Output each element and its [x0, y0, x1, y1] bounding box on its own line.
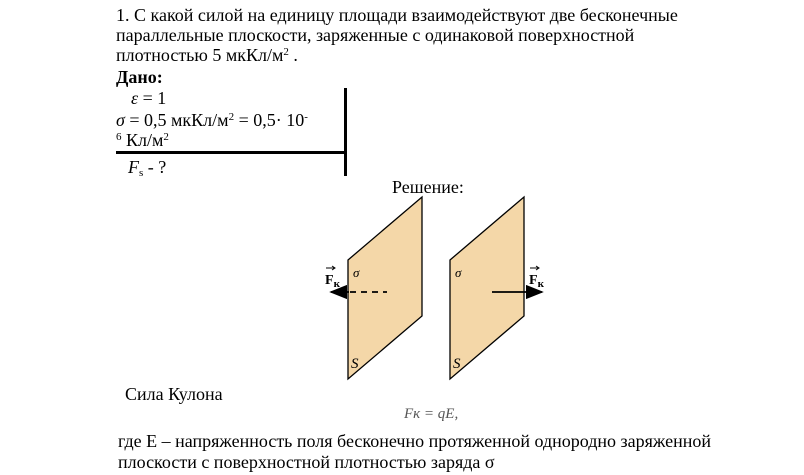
right-plate-area: S: [453, 356, 461, 372]
find-rest: - ?: [143, 157, 167, 177]
sigma-symbol: σ: [116, 110, 125, 130]
solution-title: Решение:: [392, 177, 464, 197]
right-plate: [450, 197, 524, 379]
sigma-value-1: = 0,5 мкКл/м: [124, 110, 229, 130]
find-symbol: F: [128, 157, 139, 177]
epsilon-symbol: ε: [131, 88, 139, 108]
left-force-label: $F_к$: [325, 273, 340, 290]
left-plate-area: S: [351, 356, 359, 372]
left-plate-sigma: σ: [353, 265, 360, 280]
sigma-cont-sup-2: 2: [163, 131, 169, 143]
left-plate: [348, 197, 422, 379]
problem-text-3-end: .: [288, 45, 298, 65]
right-plate-sigma: σ: [455, 265, 462, 280]
coulomb-heading: Сила Кулона: [125, 384, 223, 404]
where-line-1: где E – напряженность поля бесконечно протяженной однородно заряженной: [118, 431, 711, 451]
problem-text-3: плотностью 5 мкКл/м: [116, 45, 284, 65]
problem-line-2: параллельные плоскости, заряженные с одинаковой поверхностной: [116, 25, 635, 45]
where-line-2: плоскости с поверхностной плотностью заряда σ: [118, 452, 495, 472]
problem-number: 1.: [116, 5, 130, 25]
find-sub: s: [139, 167, 144, 179]
sigma-value-2: = 0,5· 10: [234, 110, 305, 130]
sigma-sup-1: 2: [228, 111, 235, 123]
problem-text-3-sup: 2: [283, 46, 289, 58]
sigma-cont-sup: 6: [116, 131, 122, 143]
coulomb-formula: Fк = qE,: [404, 406, 459, 422]
sigma-cont-text: Кл/м: [121, 130, 164, 150]
right-force-label: $F_к$: [529, 273, 544, 290]
sigma-sup-2: -: [304, 111, 308, 123]
epsilon-value: = 1: [138, 88, 167, 108]
problem-text-1: С какой силой на единицу площади взаимодействуют две бесконечные: [134, 5, 678, 25]
given-title: Дано:: [116, 67, 163, 87]
